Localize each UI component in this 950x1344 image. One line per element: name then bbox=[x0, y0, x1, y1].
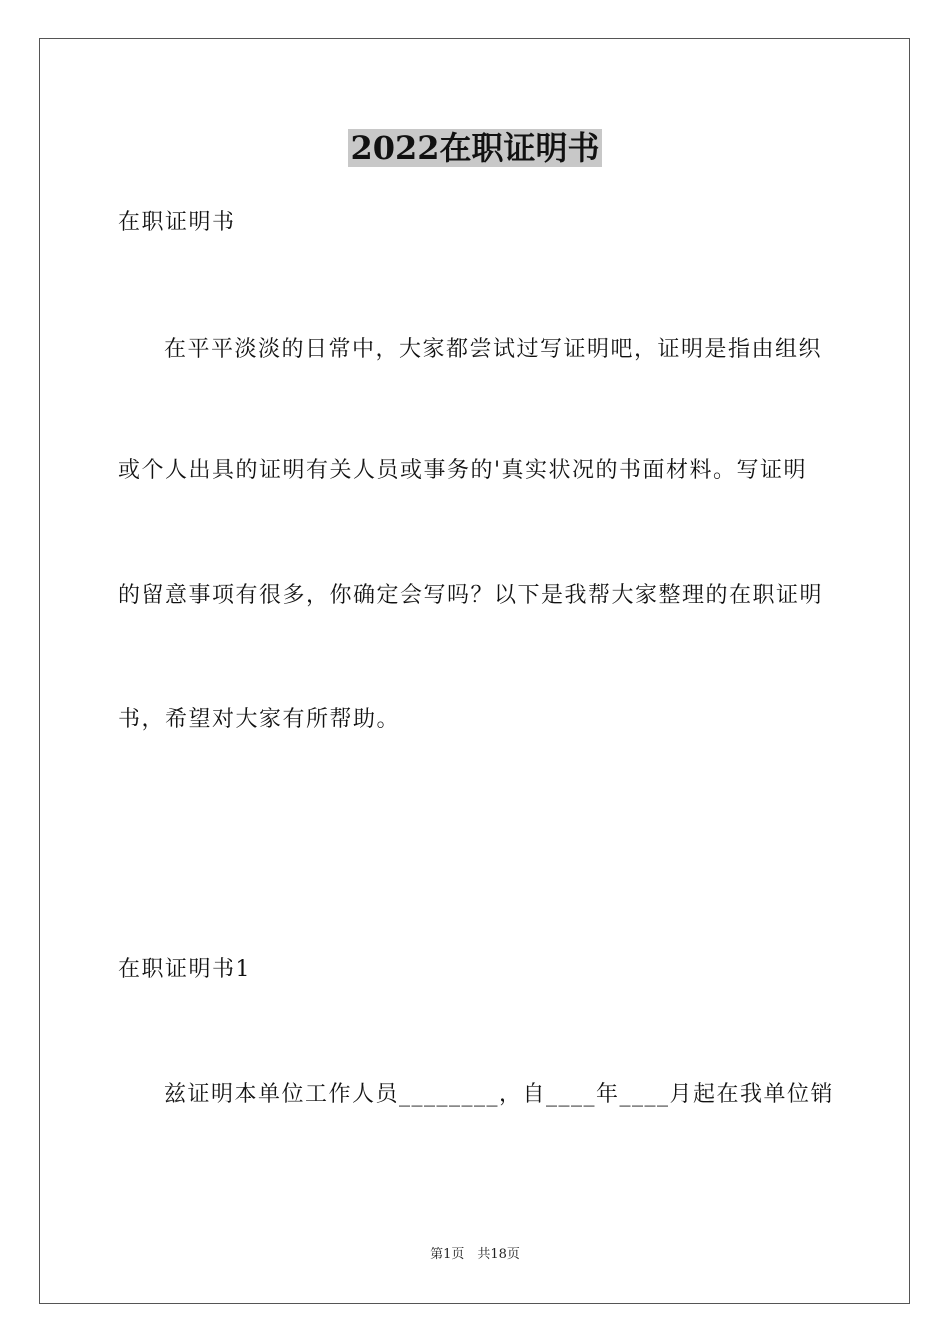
paragraph-line: 在平平淡淡的日常中，大家都尝试过写证明吧，证明是指由组织 bbox=[164, 337, 823, 362]
document-title-text: 2022在职证明书 bbox=[350, 129, 600, 167]
document-title bbox=[0, 128, 950, 168]
paragraph-line: 兹证明本单位工作人员________，自____年____月起在我单位销 bbox=[164, 1082, 835, 1107]
paragraph-line: 或个人出具的证明有关人员或事务的'真实状况的书面材料。写证明 bbox=[118, 458, 808, 483]
paragraph-line: 的留意事项有很多，你确定会写吗？以下是我帮大家整理的在职证明 bbox=[118, 583, 824, 608]
paragraph-line: 书，希望对大家有所帮助。 bbox=[118, 707, 401, 732]
section-heading: 在职证明书 bbox=[118, 210, 236, 235]
section-heading: 在职证明书1 bbox=[118, 957, 251, 982]
page-footer: 第1页 共18页 bbox=[430, 1247, 520, 1262]
